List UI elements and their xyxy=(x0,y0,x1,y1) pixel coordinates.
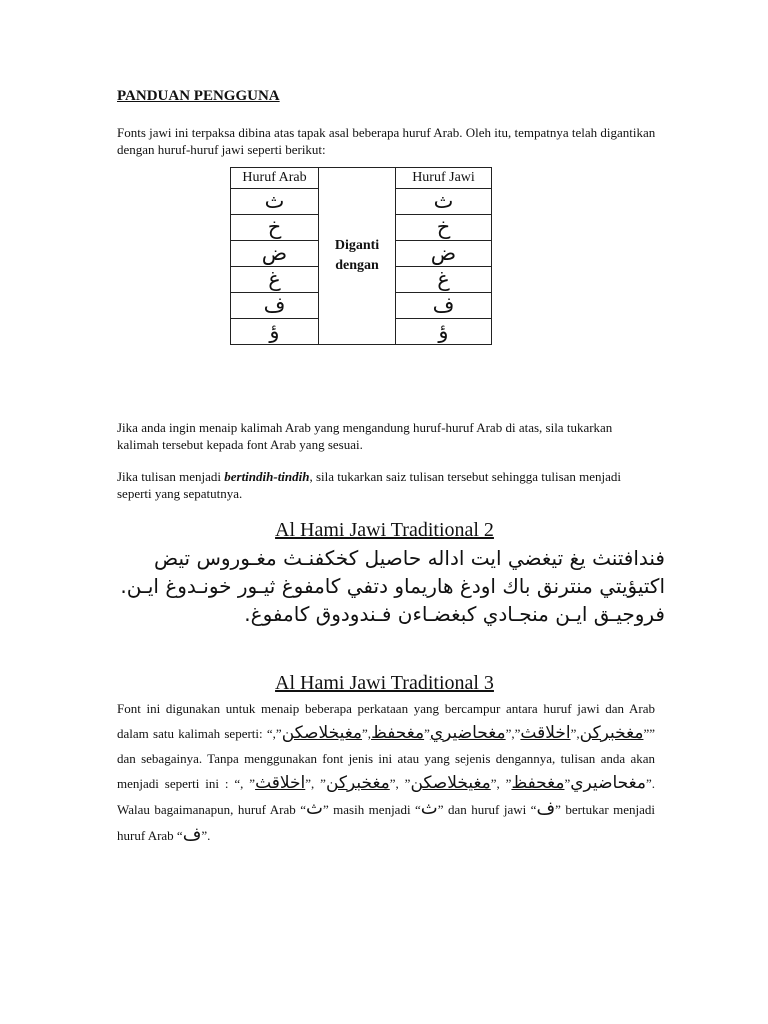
arabic-word: اخلاقث xyxy=(255,773,306,793)
paragraph-text: ”, ” xyxy=(490,776,512,791)
paragraph-text: ”. xyxy=(201,828,211,843)
jawi-letter-cell: غ xyxy=(396,267,492,293)
arab-letter-cell: ض xyxy=(231,241,319,267)
header-huruf-jawi: Huruf Jawi xyxy=(396,168,492,189)
paragraph-text: ”, xyxy=(362,726,372,741)
arabic-word: مغحفظ xyxy=(371,723,425,743)
jawi-sample-text: فندافتنث يغ تيغضي ايت اداله حاصيل كخكفنـث مغـوروس تيض اكتيؤيتي منترنق باك اودغ هاريماو دتفي كامفوغ ثيـور خونـدوغ ايـن. فروجيـق ايـن منجـادي كبغضـاءن فـندودوق كامفوغ. xyxy=(120,546,665,626)
arabic-word: مغحاضيري xyxy=(429,723,506,743)
arabic-glyph: ف xyxy=(182,824,202,845)
letter-mapping-table xyxy=(230,167,492,345)
paragraph-text: ”,” xyxy=(505,726,521,741)
jawi-letter-cell: ؤ xyxy=(396,319,492,345)
arabic-word: مغخبركن xyxy=(579,723,644,743)
arabic-word: اخلاقث xyxy=(520,723,571,743)
paragraph-text: ”, ” xyxy=(389,776,411,791)
arabic-font-paragraph: Jika anda ingin menaip kalimah Arab yang mengandung huruf-huruf Arab di atas, sila tukarkan kalimah tersebut kepada font Arab yang sesuai. xyxy=(117,420,613,452)
paragraph-text: ” bertukar menjadi huruf Arab “ xyxy=(117,802,656,843)
jawi-letter-cell: خ xyxy=(396,215,492,241)
arabic-word: مغحفظ xyxy=(511,773,565,793)
jawi-letter-cell: ض xyxy=(396,241,492,267)
paragraph-text: Font ini digunakan untuk menaip beberapa perkataan yang bercampur antara huruf jawi dan Arab dalam satu kalimah seperti: “,” xyxy=(117,701,655,741)
arabic-glyph: ث xyxy=(305,798,323,819)
paragraph-text: ” masih menjadi “ xyxy=(322,802,421,817)
section-heading-traditional-2: Al Hami Jawi Traditional 2 xyxy=(275,519,494,541)
arabic-word: مغحاضيري xyxy=(570,773,646,793)
paragraph-text: ”, ” xyxy=(305,776,326,791)
overlap-paragraph xyxy=(117,468,657,502)
arab-letter-cell: ث xyxy=(231,189,319,215)
arab-letter-cell: ؤ xyxy=(231,319,319,345)
paragraph-text: ” xyxy=(564,776,571,791)
page-title: PANDUAN PENGGUNA xyxy=(117,88,280,104)
replaced-with-label: Diganti dengan xyxy=(319,168,396,345)
arab-letter-cell: خ xyxy=(231,215,319,241)
intro-paragraph: Fonts jawi ini terpaksa dibina atas tapak asal beberapa huruf Arab. Oleh itu, tempatnya telah digantikan dengan huruf-huruf jawi seperti berikut: xyxy=(117,125,656,157)
jawi-letter-cell: ث xyxy=(396,189,492,215)
paragraph-text: ”. Walau bagaimanapun, huruf Arab “ xyxy=(117,776,655,817)
overlap-text-before: Jika tulisan menjadi xyxy=(117,469,225,484)
arab-letter-cell: غ xyxy=(231,267,319,293)
mixed-script-paragraph xyxy=(117,696,655,848)
header-huruf-arab: Huruf Arab xyxy=(231,168,319,189)
paragraph-text: ” dan huruf jawi “ xyxy=(437,802,537,817)
paragraph-text: ”” dan sebagainya. Tanpa menggunakan font jenis ini atau yang sejenis dengannya, tulisan anda akan menjadi seperti ini : “, ” xyxy=(117,726,655,791)
arabic-glyph: ث xyxy=(420,798,438,819)
arabic-word: مغيخلاصكن xyxy=(281,723,363,743)
arabic-word: مغيخلاصكن xyxy=(410,773,491,793)
paragraph-text: ” xyxy=(424,726,430,741)
jawi-letter-cell: ف xyxy=(396,293,492,319)
section-heading-traditional-3: Al Hami Jawi Traditional 3 xyxy=(275,672,494,694)
paragraph-text: ”, xyxy=(570,726,580,741)
overlap-text-after: , sila tukarkan saiz tulisan tersebut sehingga tulisan menjadi seperti yang sepatutnya. xyxy=(117,469,622,501)
arabic-word: مغخبركن xyxy=(325,773,390,793)
table-header-row xyxy=(231,168,492,189)
arab-letter-cell: ف xyxy=(231,293,319,319)
jawi-glyph: ف xyxy=(536,798,556,819)
overlap-emphasis: bertindih-tindih xyxy=(224,469,310,484)
